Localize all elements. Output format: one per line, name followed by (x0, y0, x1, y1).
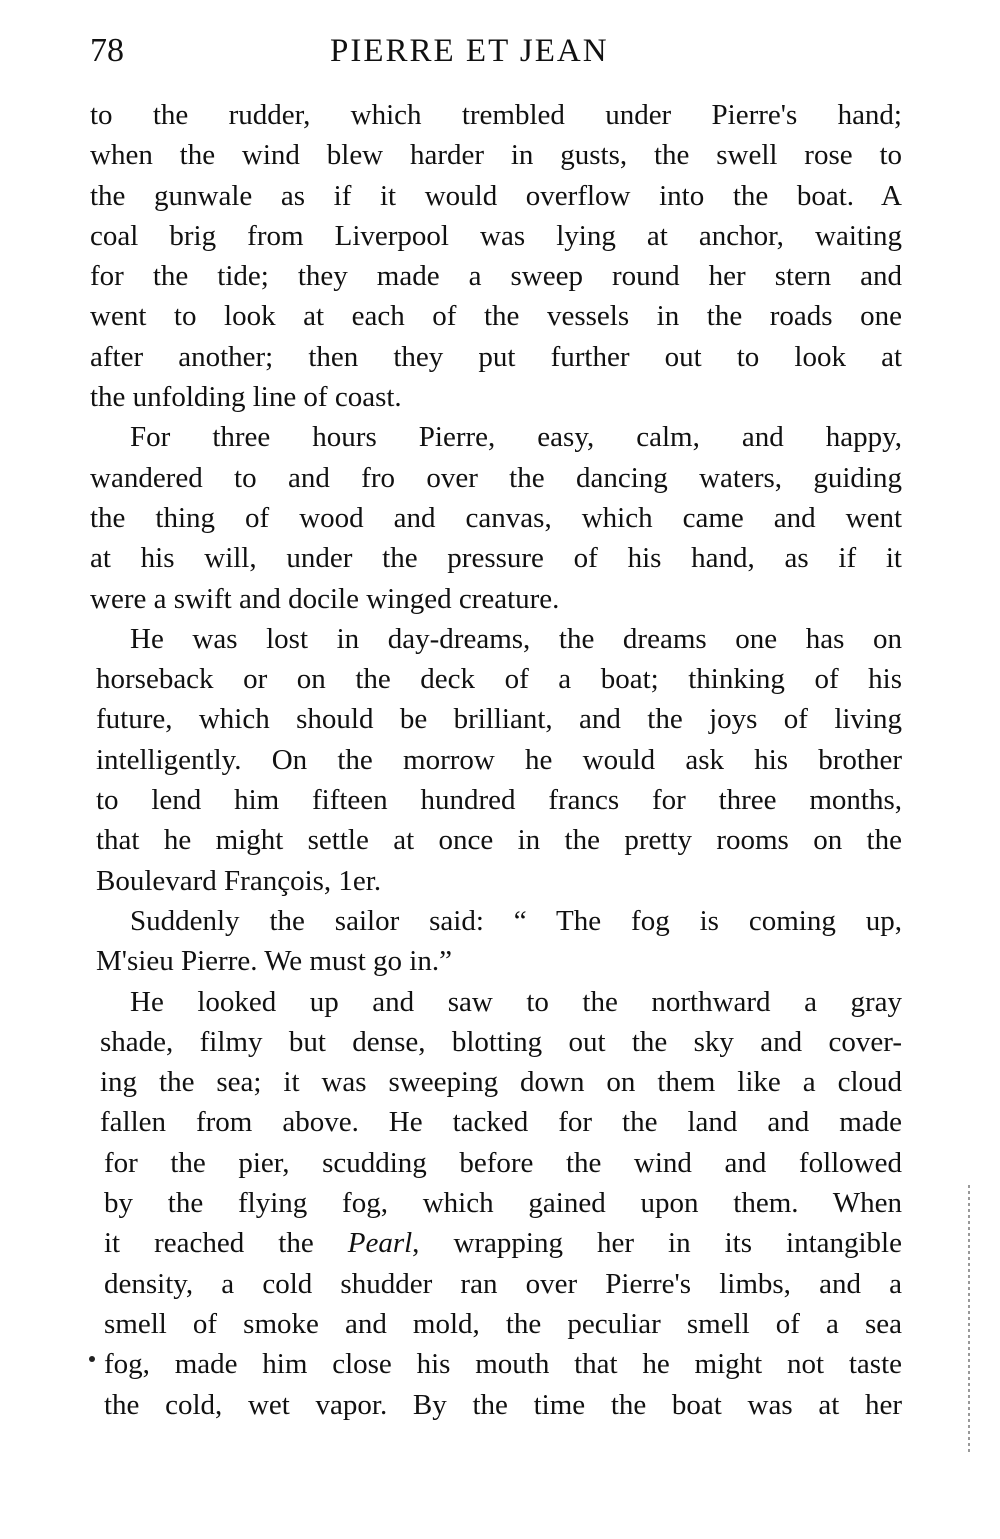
italic-ship-name: Pearl (347, 1227, 413, 1260)
text-line: at his will, under the pressure of his hand, as if it (90, 542, 902, 575)
body-text (90, 95, 902, 1425)
scan-dot-mark (89, 1356, 95, 1362)
running-title: PIERRE ET JEAN (330, 33, 609, 69)
paragraph-start-line: He was lost in day-dreams, the dreams one has on (130, 622, 902, 655)
text-line: Boulevard François, 1er. (96, 864, 382, 897)
text-line: smell of smoke and mold, the peculiar smell of a sea (104, 1307, 902, 1340)
text-line: future, which should be brilliant, and the joys of living (96, 703, 902, 736)
text-line: to the rudder, which trembled under Pierre's hand; (90, 99, 902, 131)
text-line: for the tide; they made a sweep round her stern and (90, 260, 902, 293)
text-line: M'sieu Pierre. We must go in.” (96, 945, 452, 978)
paragraph-start-line: He looked up and saw to the northward a gray (130, 985, 902, 1018)
text-line: for the pier, scudding before the wind and followed (104, 1146, 902, 1179)
text-line: when the wind blew harder in gusts, the swell rose to (90, 139, 902, 172)
text-line: coal brig from Liverpool was lying at anchor, waiting (90, 219, 902, 252)
text-line: the cold, wet vapor. By the time the boat was at her (104, 1388, 902, 1421)
text-line: went to look at each of the vessels in the roads one (90, 300, 902, 333)
paragraph-start-line: For three hours Pierre, easy, calm, and happy, (130, 421, 902, 454)
text-line: shade, filmy but dense, blotting out the sky and cover- (100, 1025, 902, 1058)
paragraph-start-line: Suddenly the sailor said: “ The fog is coming up, (130, 904, 902, 937)
text-line: horseback or on the deck of a boat; thinking of his (96, 663, 902, 696)
text-line: fog, made him close his mouth that he might not taste (104, 1348, 902, 1381)
text-line: the gunwale as if it would overflow into the boat. A (90, 179, 902, 212)
text-line-with-italic (90, 1223, 902, 1263)
text-line: wandered to and fro over the dancing waters, guiding (90, 461, 902, 494)
page-header (90, 26, 910, 76)
text-run: , wrapping her in its intangible (412, 1227, 902, 1260)
page-number: 78 (90, 32, 124, 69)
text-line: by the flying fog, which gained upon them. When (104, 1187, 902, 1220)
text-line: ing the sea; it was sweeping down on them like a cloud (100, 1066, 902, 1099)
text-line: fallen from above. He tacked for the land and made (100, 1106, 902, 1139)
text-line: to lend him fifteen hundred francs for three months, (96, 784, 902, 817)
text-line: density, a cold shudder ran over Pierre's limbs, and a (104, 1267, 902, 1300)
text-run: it reached the (104, 1227, 348, 1260)
text-line: after another; then they put further out to look at (90, 340, 902, 373)
scan-margin-mark (968, 1185, 970, 1455)
text-line: the thing of wood and canvas, which came and went (90, 501, 902, 534)
text-line: that he might settle at once in the pretty rooms on the (96, 824, 902, 857)
text-line: the unfolding line of coast. (90, 381, 402, 414)
text-line: were a swift and docile winged creature. (90, 582, 560, 615)
text-line: intelligently. On the morrow he would ask his brother (96, 743, 902, 776)
